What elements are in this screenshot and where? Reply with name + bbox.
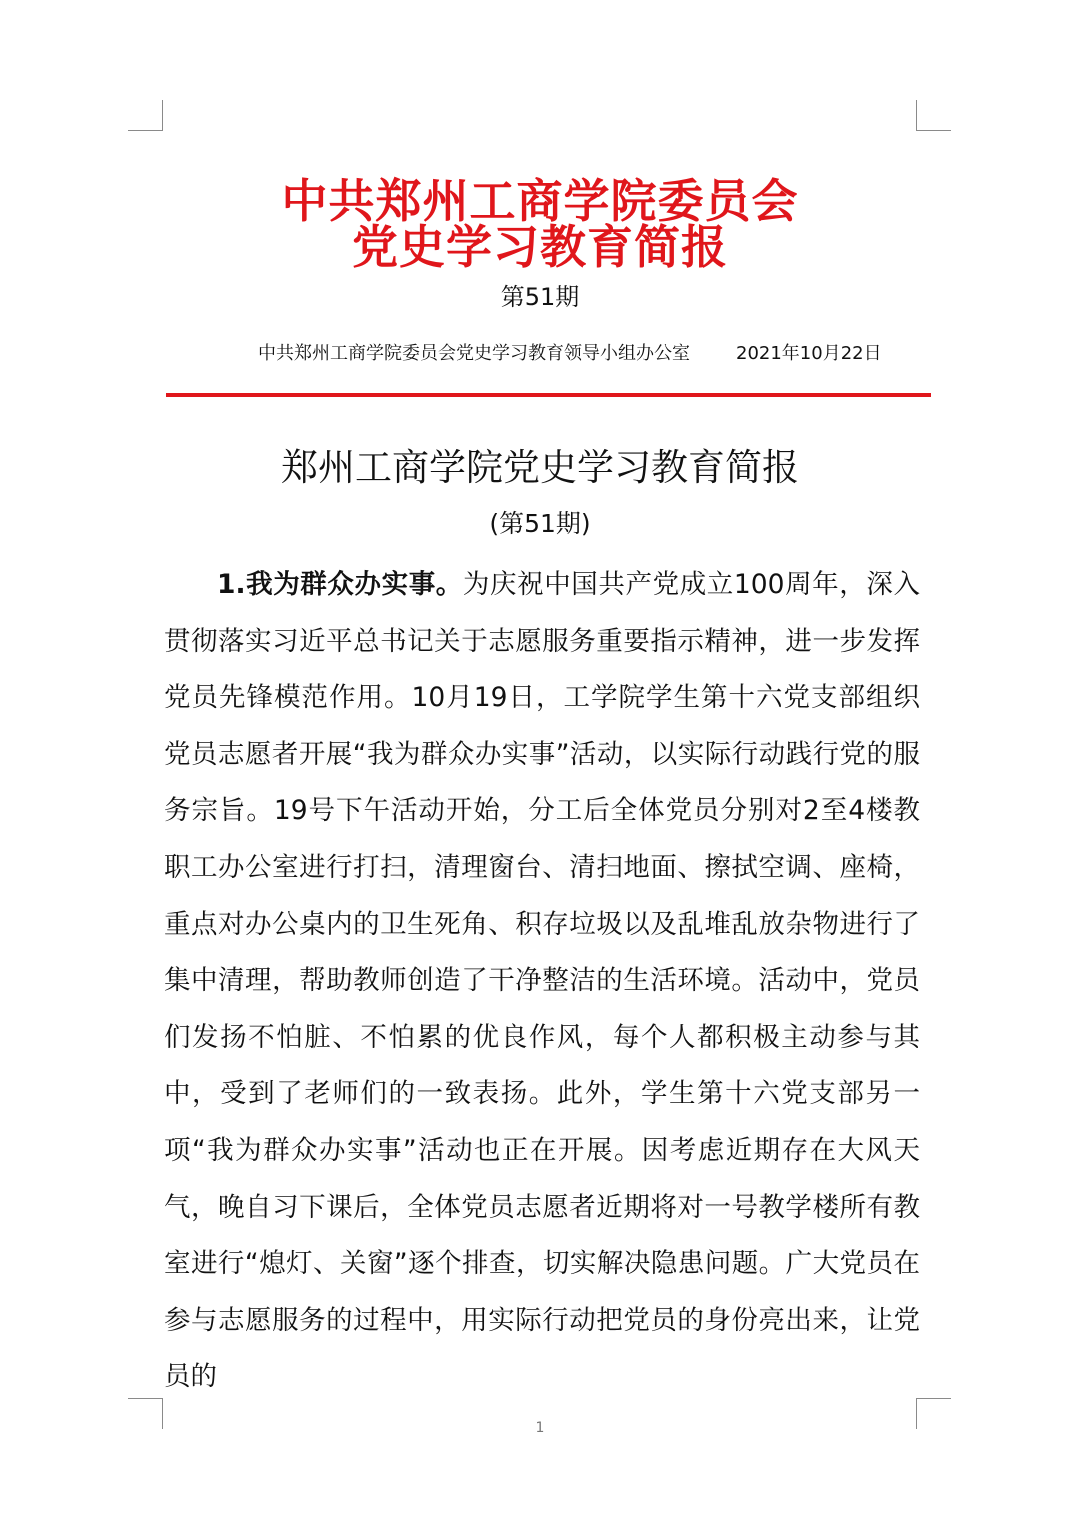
- article-body-text: 为庆祝中国共产党成立100周年，深入贯彻落实习近平总书记关于志愿服务重要指示精神，进一步发挥党员先锋模范作用。10月19日，工学院学生第十六党支部组织党员志愿者开展“我为群众办实事”活动，以实际行动践行党的服务宗旨。19号下午活动开始，分工后全体党员分别对2至4楼教职工办公室进行打扫，清理窗台、清扫地面、擦拭空调、座椅，重点对办公桌内的卫生死角、积存垃圾以及乱堆乱放杂物进行了集中清理，帮助教师创造了干净整洁的生活环境。活动中，党员们发扬不怕脏、不怕累的优良作风，每个人都积极主动参与其中，受到了老师们的一致表扬。此外，学生第十六党支部另一项“我为群众办实事”活动也正在开展。因考虑近期存在大风天气，晚自习下课后，全体党员志愿者近期将对一号教学楼所有教室进行“熄灯、关窗”逐个排查，切实解决隐患问题。广大党员在参与志愿服务的过程中，用实际行动把党员的身份亮出来，让党员的: [164, 569, 920, 1393]
- document-subtitle: (第51期): [489, 509, 591, 538]
- issuer-office: 中共郑州工商学院委员会党史学习教育领导小组办公室: [258, 343, 690, 364]
- crop-mark-top-right: [916, 100, 951, 131]
- masthead-line-2: 党史学习教育简报: [352, 220, 728, 274]
- document-title: 郑州工商学院党史学习教育简报: [281, 446, 799, 489]
- issue-number: 第51期: [500, 283, 580, 311]
- page-number: 1: [535, 1420, 545, 1436]
- issue-date: 2021年10月22日: [736, 343, 882, 364]
- masthead-line-1: 中共郑州工商学院委员会: [281, 174, 799, 228]
- article-lead-heading: 1.我为群众办实事。: [217, 569, 463, 600]
- crop-mark-top-left: [128, 100, 163, 131]
- red-divider-rule: [166, 393, 931, 397]
- article-paragraph: [164, 557, 920, 1406]
- issuer-line: [258, 340, 882, 368]
